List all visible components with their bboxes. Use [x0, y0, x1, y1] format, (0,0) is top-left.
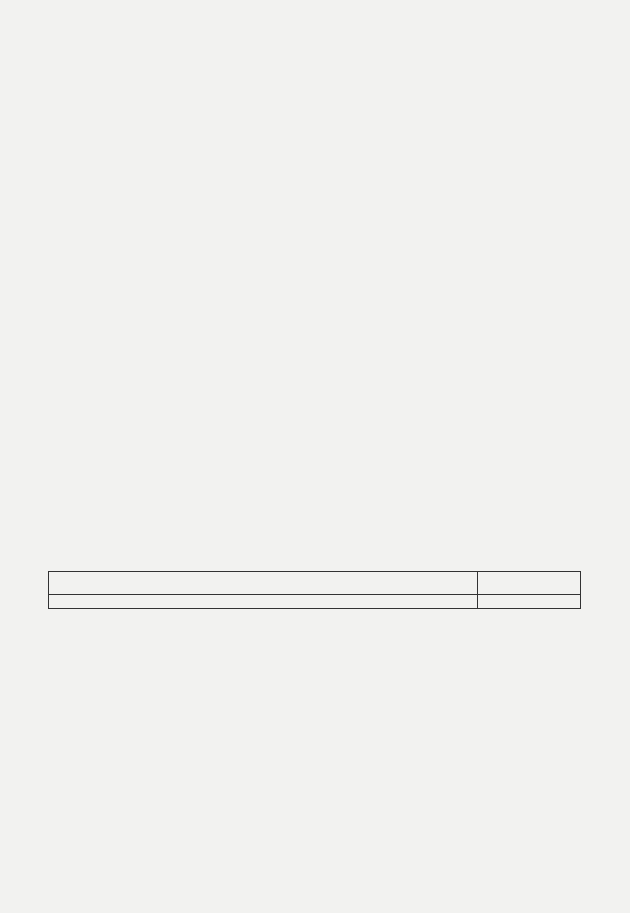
clause-27-1-text	[48, 514, 581, 537]
values-cell	[478, 595, 581, 609]
table-23	[48, 571, 581, 609]
table-header-row	[49, 572, 581, 595]
column-header-name	[49, 572, 478, 595]
column-header-value	[478, 572, 581, 595]
table-body-row	[49, 595, 581, 609]
names-cell	[49, 595, 478, 609]
